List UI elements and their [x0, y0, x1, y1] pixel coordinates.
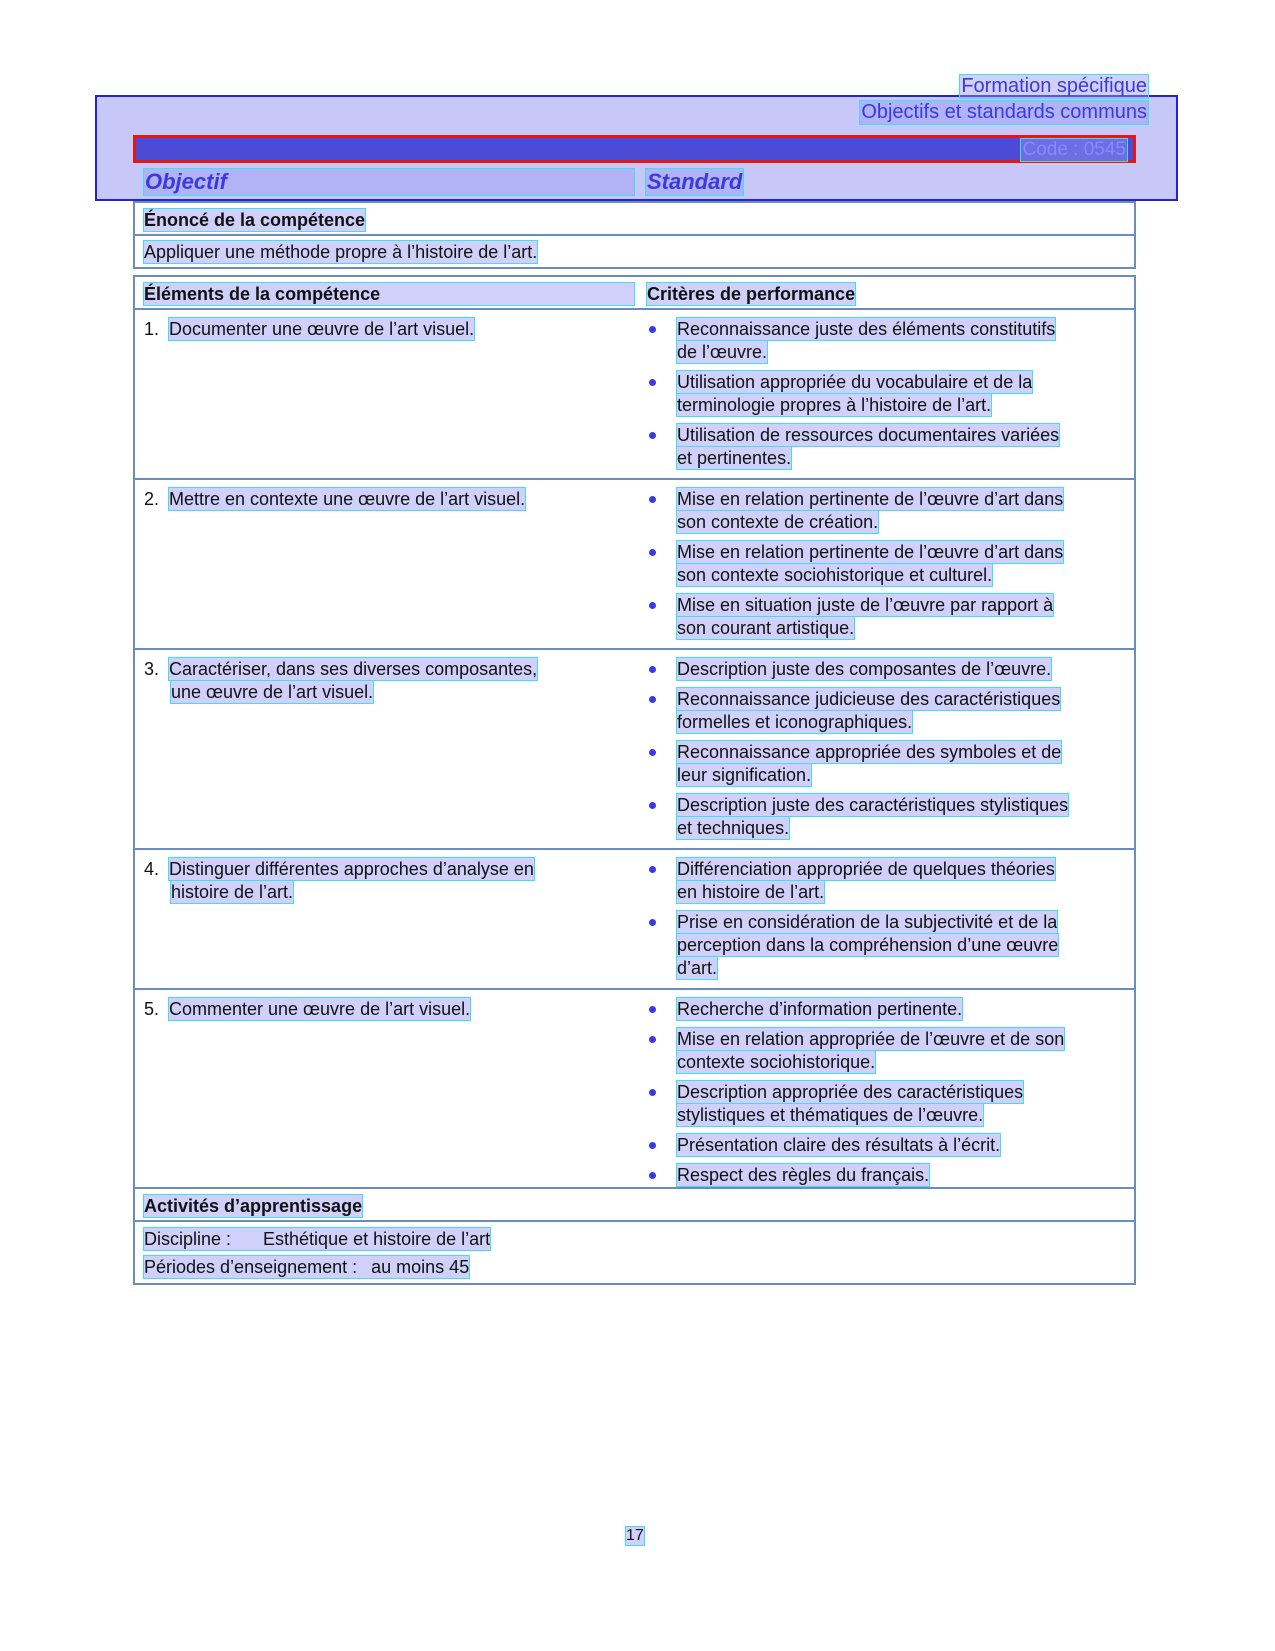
criterion-line: et pertinentes. — [677, 448, 792, 468]
document-type: Formation spécifique — [961, 75, 1147, 97]
activites-box — [133, 1187, 1136, 1285]
bullet-icon — [649, 496, 656, 503]
discipline-value: Esthétique et histoire de l’art — [263, 1229, 491, 1249]
page-number: 17 — [626, 1527, 644, 1544]
element-text-line: Commenter une œuvre de l’art visuel. — [169, 999, 471, 1019]
criterion-line: son courant artistique. — [677, 618, 855, 638]
criterion-line: terminologie propres à l’histoire de l’art. — [677, 395, 992, 415]
bullet-icon — [649, 1036, 656, 1043]
criterion-line: Reconnaissance judicieuse des caractéristiques — [677, 689, 1061, 709]
bullet-icon — [649, 549, 656, 556]
bullet-icon — [649, 1006, 656, 1013]
enonce-box — [133, 201, 1136, 269]
bullet-icon — [649, 919, 656, 926]
criterion-line: perception dans la compréhension d’une œuvre — [677, 935, 1059, 955]
element-number: 1. — [144, 319, 160, 339]
bullet-icon — [649, 1142, 656, 1149]
bullet-icon — [649, 326, 656, 333]
bullet-icon — [649, 802, 656, 809]
criterion-line: contexte sociohistorique. — [677, 1052, 876, 1072]
criterion-line: Description appropriée des caractéristiques — [677, 1082, 1024, 1102]
criterion-line: d’art. — [677, 958, 718, 978]
standard-heading: Standard — [647, 169, 743, 194]
criterion-line: Utilisation appropriée du vocabulaire et de la — [677, 372, 1033, 392]
bullet-icon — [649, 379, 656, 386]
criterion-line: Respect des règles du français. — [677, 1165, 930, 1185]
bullet-icon — [649, 696, 656, 703]
periodes-value: au moins 45 — [371, 1257, 470, 1277]
criterion-line: Reconnaissance appropriée des symboles et de — [677, 742, 1062, 762]
criterion-line: Reconnaissance juste des éléments constitutifs — [677, 319, 1056, 339]
criterion-line: Mise en situation juste de l’œuvre par rapport à — [677, 595, 1054, 615]
objectif-heading: Objectif — [144, 169, 634, 195]
bullet-icon — [649, 602, 656, 609]
criterion-line: Différenciation appropriée de quelques théories — [677, 859, 1055, 879]
criterion-line: leur signification. — [677, 765, 812, 785]
element-text-line: histoire de l’art. — [171, 882, 294, 902]
bullet-icon — [649, 1172, 656, 1179]
bullet-icon — [649, 749, 656, 756]
criterion-line: son contexte de création. — [677, 512, 879, 532]
criterion-line: formelles et iconographiques. — [677, 712, 913, 732]
element-number: 3. — [144, 659, 160, 679]
periodes-label: Périodes d’enseignement : — [144, 1257, 358, 1277]
element-text-line: Distinguer différentes approches d’analyse en — [169, 859, 534, 879]
criterion-line: stylistiques et thématiques de l’œuvre. — [677, 1105, 984, 1125]
elements-column-header: Éléments de la compétence — [144, 283, 634, 305]
criterion-line: Description juste des caractéristiques stylistiques — [677, 795, 1069, 815]
criterion-line: de l’œuvre. — [677, 342, 768, 362]
code-bar — [133, 135, 1136, 163]
criterion-line: Mise en relation pertinente de l’œuvre d’art dans — [677, 489, 1064, 509]
bullet-icon — [649, 666, 656, 673]
elements-box — [133, 275, 1136, 1199]
criterion-line: en histoire de l’art. — [677, 882, 825, 902]
document-subtitle: Objectifs et standards communs — [861, 101, 1147, 123]
element-text-line: une œuvre de l’art visuel. — [171, 682, 374, 702]
criterion-line: Recherche d’information pertinente. — [677, 999, 963, 1019]
discipline-row — [144, 1228, 490, 1250]
activites-title: Activités d’apprentissage — [144, 1196, 363, 1216]
enonce-title: Énoncé de la compétence — [144, 210, 366, 230]
criterion-line: son contexte sociohistorique et culturel. — [677, 565, 993, 585]
element-number: 2. — [144, 489, 160, 509]
criteres-column-header: Critères de performance — [647, 284, 856, 304]
element-text-line: Caractériser, dans ses diverses composantes, — [169, 659, 538, 679]
criterion-line: Mise en relation pertinente de l’œuvre d’art dans — [677, 542, 1064, 562]
bullet-icon — [649, 432, 656, 439]
element-text-line: Documenter une œuvre de l’art visuel. — [169, 319, 475, 339]
element-number: 5. — [144, 999, 160, 1019]
criterion-line: Prise en considération de la subjectivité et de la — [677, 912, 1058, 932]
criterion-line: Description juste des composantes de l’œuvre. — [677, 659, 1052, 679]
bullet-icon — [649, 1089, 656, 1096]
element-number: 4. — [144, 859, 160, 879]
discipline-label: Discipline : — [144, 1229, 232, 1249]
bullet-icon — [649, 866, 656, 873]
element-text-line: Mettre en contexte une œuvre de l’art visuel. — [169, 489, 526, 509]
criterion-line: Présentation claire des résultats à l’écrit. — [677, 1135, 1001, 1155]
criterion-line: et techniques. — [677, 818, 790, 838]
periodes-row — [144, 1256, 469, 1278]
enonce-text: Appliquer une méthode propre à l’histoire de l’art. — [144, 242, 538, 262]
criterion-line: Utilisation de ressources documentaires variées — [677, 425, 1060, 445]
course-code: Code : 0545 — [1022, 139, 1126, 160]
criterion-line: Mise en relation appropriée de l’œuvre et de son — [677, 1029, 1065, 1049]
